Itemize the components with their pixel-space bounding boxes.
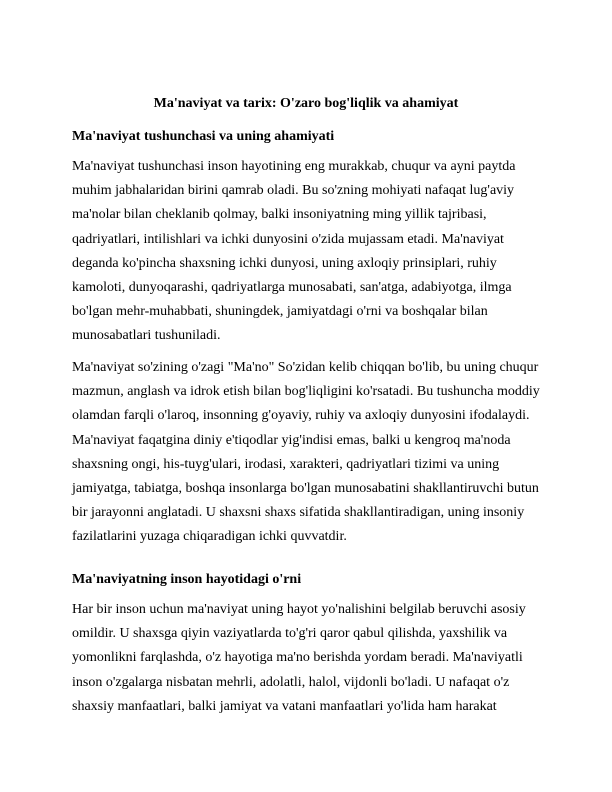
paragraph-line: muhim jabhalaridan birini qamrab oladi. Bu so'zning mohiyati nafaqat lug'aviy <box>72 183 515 199</box>
paragraph-line: kamoloti, dunyoqarashi, qadriyatlarga munosabati, san'atga, adabiyotga, ilmga <box>72 279 512 295</box>
paragraph-line: Har bir inson uchun ma'naviyat uning hayot yo'nalishini belgilab beruvchi asosiy <box>72 602 526 617</box>
section-heading-role: Ma'naviyatning inson hayotidagi o'rni <box>72 572 302 587</box>
paragraph-line: Ma'naviyat so'zining o'zagi "Ma'no" So'zidan kelib chiqqan bo'lib, bu uning chuqur <box>72 360 539 375</box>
paragraph-line: fazilatlarini yuzaga chiqaradigan ichki quvvatdir. <box>72 529 347 545</box>
paragraph-line: Ma'naviyat faqatgina diniy e'tiqodlar yig'indisi emas, balki u kengroq ma'noda <box>72 432 511 448</box>
paragraph-line: deganda ko'pincha shaxsning ichki dunyosi, uning axloqiy prinsiplari, ruhiy <box>72 255 497 271</box>
paragraph-line: mazmun, anglash va idrok etish bilan bog'liqligini ko'rsatadi. Bu tushuncha moddiy <box>72 384 540 400</box>
paragraph-line: qadriyatlari, intilishlari va ichki dunyosini o'zida mujassam etadi. Ma'naviyat <box>72 231 504 247</box>
paragraph-line: olamdan farqli o'laroq, insonning g'oyaviy, ruhiy va axloqiy dunyosini ifodalaydi. <box>72 408 530 424</box>
paragraph-line: shaxsiy manfaatlari, balki jamiyat va vatani manfaatlari yo'lida ham harakat <box>72 698 497 714</box>
document-title: Ma'naviyat va tarix: O'zaro bog'liqlik va ahamiyat <box>153 96 459 111</box>
paragraph-concept-definition <box>72 155 542 349</box>
paragraph-line: jamiyatga, tabiatga, boshqa insonlarga bo'lgan munosabatini shakllantiruvchi butun <box>72 480 539 496</box>
paragraph-word-origin <box>72 356 542 550</box>
paragraph-line: shaxsning ongi, his-tuyg'ulari, irodasi, xarakteri, qadriyatlari tizimi va uning <box>72 456 500 472</box>
paragraph-line: yomonlikni farqlashda, o'z hayotiga ma'no berishda yordam beradi. Ma'naviyatli <box>72 650 523 666</box>
paragraph-line: ma'nolar bilan cheklanib qolmay, balki insoniyatning ming yillik tajribasi, <box>72 207 487 223</box>
paragraph-line: Ma'naviyat tushunchasi inson hayotining eng murakkab, chuqur va ayni paytda <box>72 159 516 174</box>
paragraph-role-in-life <box>72 598 542 719</box>
paragraph-line: bo'lgan mehr-muhabbati, shuningdek, jamiyatdagi o'rni va boshqalar bilan <box>72 304 488 320</box>
paragraph-line: bir jarayonni anglatadi. U shaxsni shaxs sifatida shakllantiradigan, uning insoniy <box>72 505 525 521</box>
section-heading-concept: Ma'naviyat tushunchasi va uning ahamiyati <box>72 129 335 144</box>
paragraph-line: omildir. U shaxsga qiyin vaziyatlarda to'g'ri qaror qabul qilishda, yaxshilik va <box>72 626 508 642</box>
paragraph-line: munosabatlari tushuniladi. <box>72 328 221 344</box>
paragraph-line: inson o'zgalarga nisbatan mehrli, adolatli, halol, vijdonli bo'ladi. U nafaqat o'z <box>72 674 510 690</box>
